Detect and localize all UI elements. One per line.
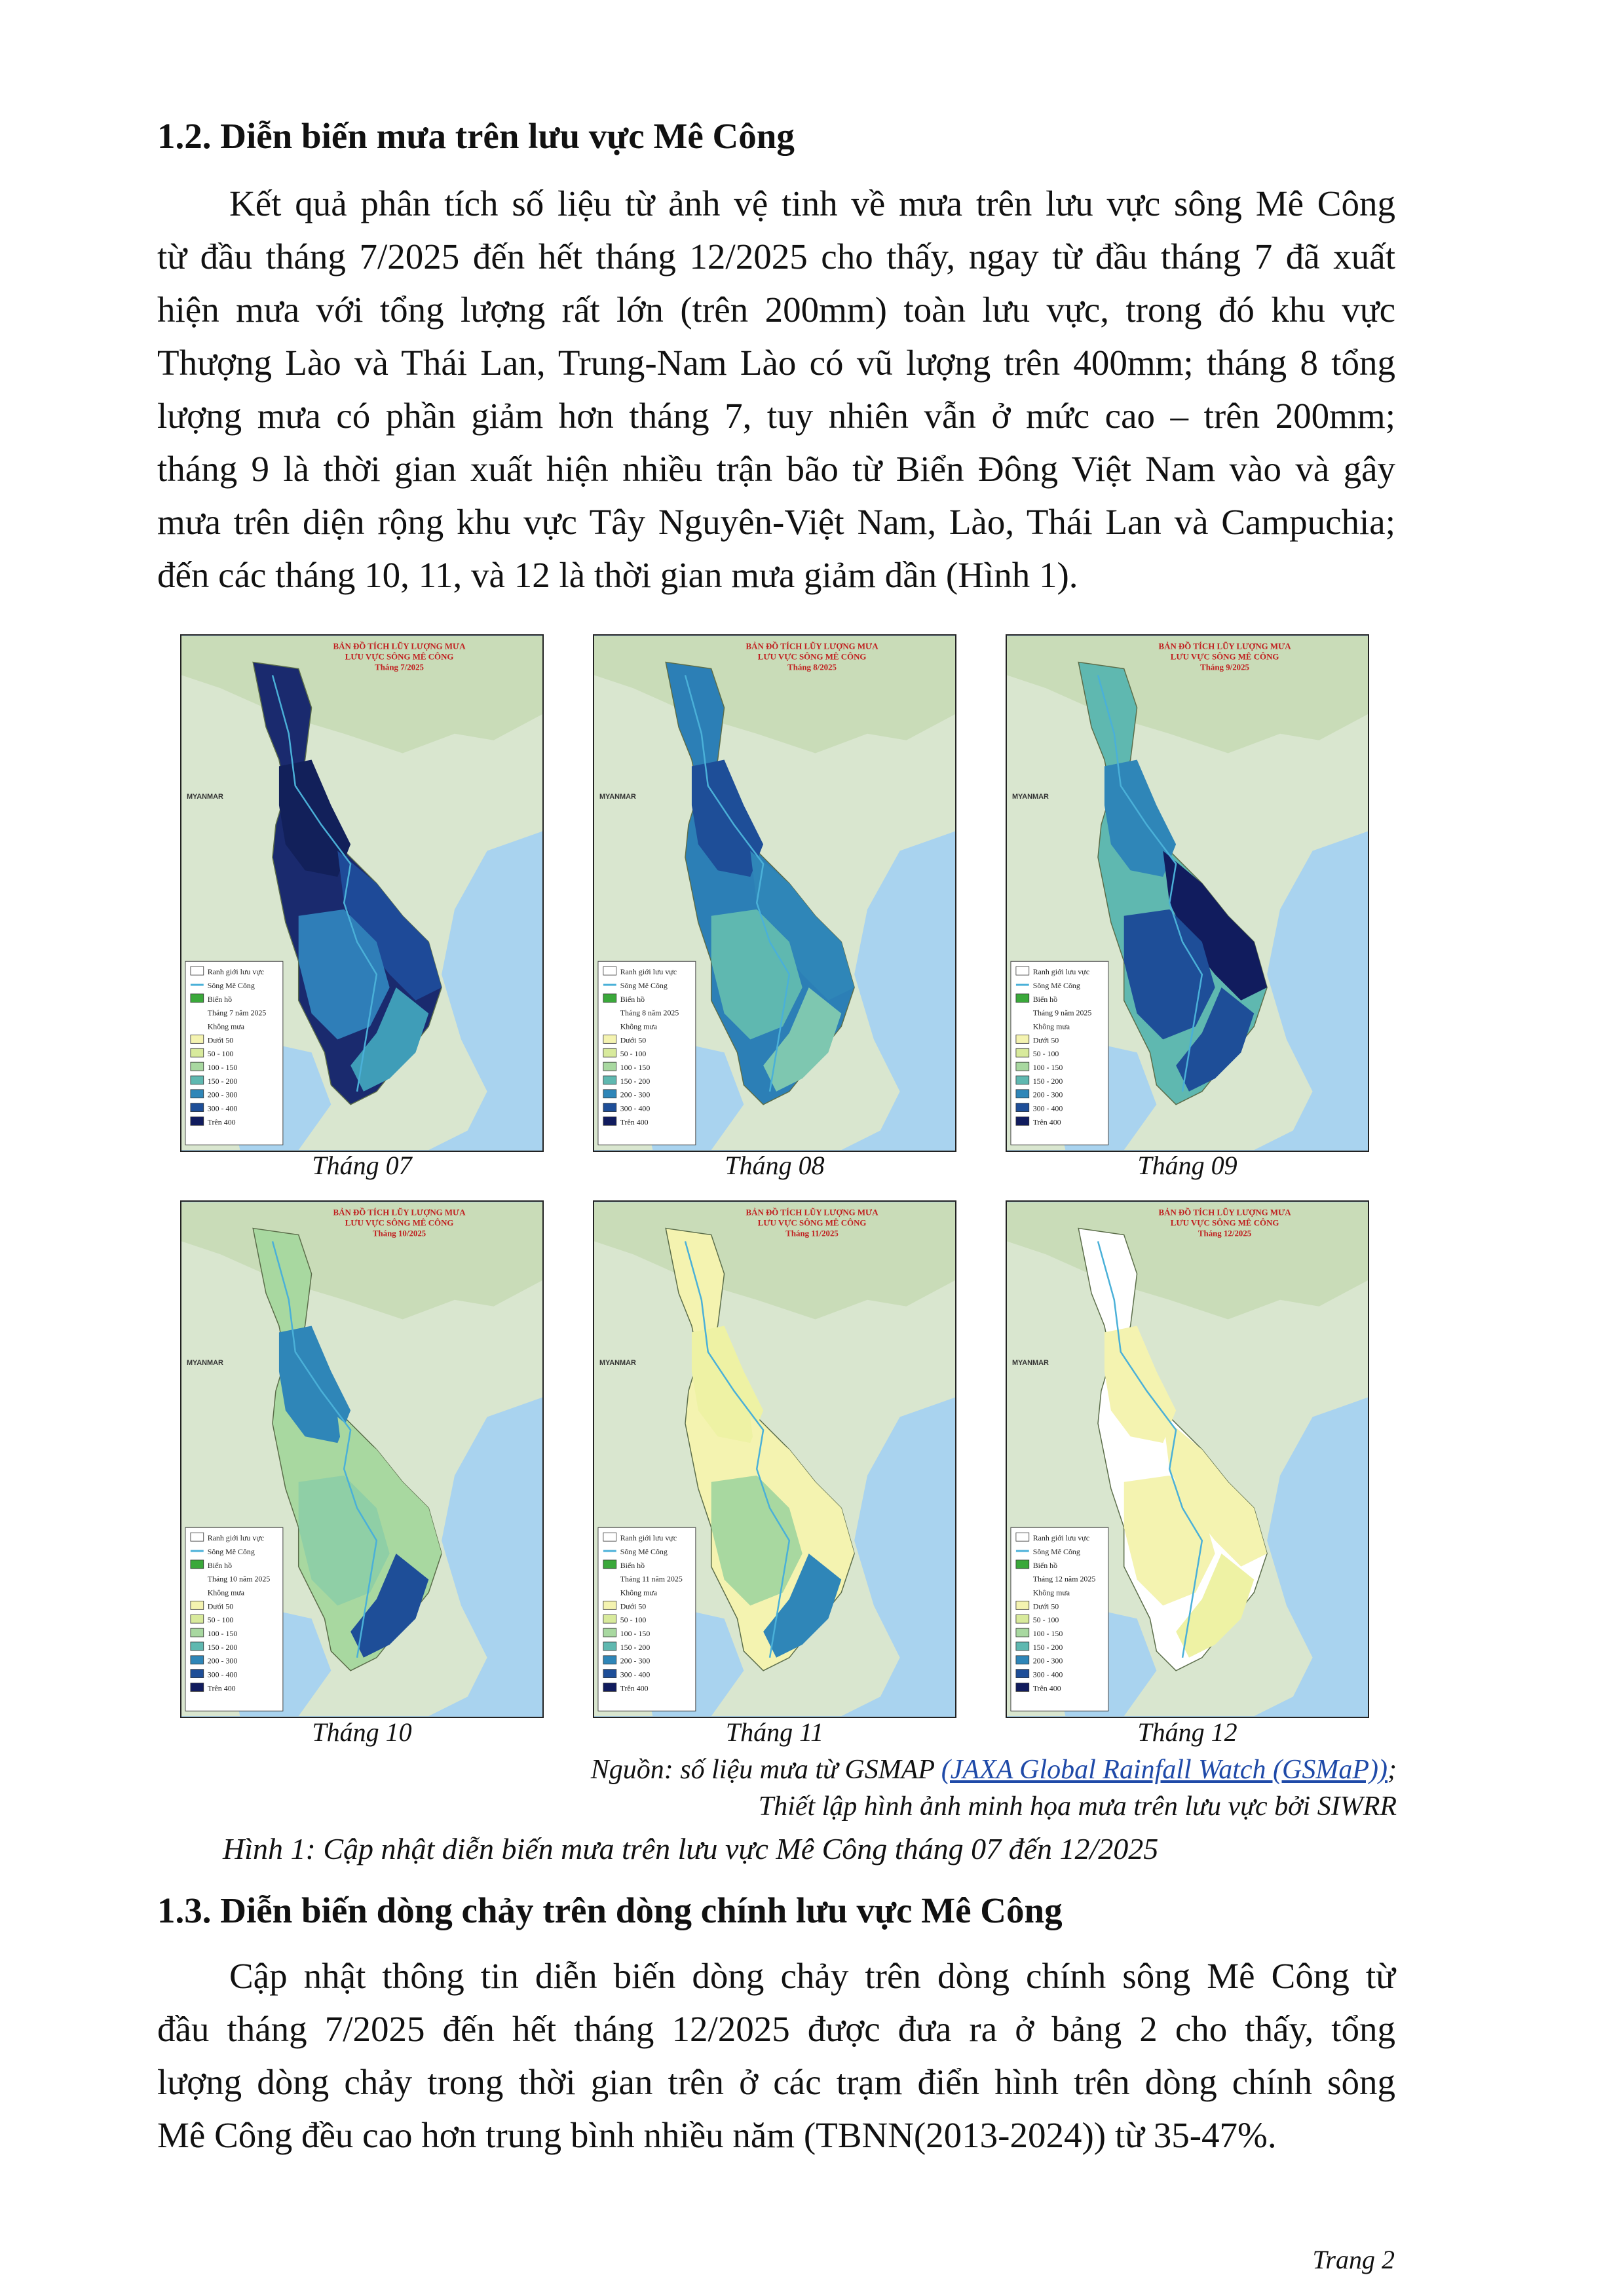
map-title-line-1: BẢN ĐỒ TÍCH LŨY LƯỢNG MƯA [746,641,878,651]
figure-source-line-2: Thiết lập hình ảnh minh họa mưa trên lưu vực bởi SIWRR [758,1791,1397,1822]
legend-label: Ranh giới lưu vực [207,1533,265,1543]
legend-label: Trên 400 [620,1117,649,1127]
legend-label: 50 - 100 [620,1049,647,1059]
rainfall-map [593,634,956,1152]
paragraph-line: hiện mưa với tổng lượng rất lớn (trên 200mm) toàn lưu vực, trong đó khu vực [157,290,1395,330]
legend-label: Sông Mê Công [620,1546,668,1556]
gsmap-link[interactable]: (JAXA Global Rainfall Watch (GSMaP)) [941,1755,1388,1785]
legend-label: Ranh giới lưu vực [1032,1533,1090,1543]
country-label: MYANMAR [186,1359,223,1367]
legend-label: 200 - 300 [1032,1656,1063,1666]
map-title-line-2: LƯU VỰC SÔNG MÊ CÔNG [1170,1218,1279,1228]
paragraph-line: Mê Công đều cao hơn trung bình nhiều năm (TBNN(2013-2024)) từ 35-47%. [157,2115,1277,2155]
legend-label: Biển hồ [207,994,233,1004]
figure-source-line-1 [591,1754,1397,1786]
legend-label: 150 - 200 [1032,1076,1063,1086]
paragraph-line: mưa trên diện rộng khu vực Tây Nguyên-Việt Nam, Lào, Thái Lan và Campuchia; [157,502,1395,542]
paragraph-line: đầu tháng 7/2025 đến hết tháng 12/2025 được đưa ra ở bảng 2 cho thấy, tổng [157,2009,1395,2049]
map-title-line-1: BẢN ĐỒ TÍCH LŨY LƯỢNG MƯA [746,1208,878,1217]
legend-label: 300 - 400 [620,1670,651,1679]
map-title-month: Tháng 10/2025 [372,1229,426,1238]
legend-label: Biển hồ [1032,1560,1058,1570]
map-title-line-2: LƯU VỰC SÔNG MÊ CÔNG [345,1218,454,1228]
legend-label: Dưới 50 [207,1601,234,1611]
legend-label: 50 - 100 [1032,1049,1059,1059]
legend-label: 300 - 400 [207,1670,238,1679]
map-title-line-2: LƯU VỰC SÔNG MÊ CÔNG [757,1218,867,1228]
legend-label: Trên 400 [1032,1683,1061,1693]
paragraph-line: lượng dòng chảy trong thời gian trên ở các trạm điển hình trên dòng chính sông [157,2062,1395,2102]
map-title-line-1: BẢN ĐỒ TÍCH LŨY LƯỢNG MƯA [1158,1208,1291,1217]
legend-label: Trên 400 [207,1683,236,1693]
legend-label: Dưới 50 [207,1035,234,1045]
legend-label: 100 - 150 [1032,1063,1063,1073]
page-number: Trang 2 [1312,2245,1395,2274]
rainfall-map [1006,1200,1369,1718]
map-title-line-2: LƯU VỰC SÔNG MÊ CÔNG [757,652,867,662]
rainfall-map [593,1200,956,1718]
legend-label: Trên 400 [1032,1117,1061,1127]
legend-label: 200 - 300 [620,1656,651,1666]
legend-label: Biển hồ [207,1560,233,1570]
legend-label: Sông Mê Công [1032,980,1080,990]
legend-label: Không mưa [207,1022,245,1031]
legend-label: 150 - 200 [207,1642,238,1652]
legend-label: Trên 400 [620,1683,649,1693]
legend-label: Dưới 50 [1032,1601,1059,1611]
map-title-line-2: LƯU VỰC SÔNG MÊ CÔNG [1170,652,1279,662]
legend-label: 50 - 100 [207,1615,234,1625]
map-title-month: Tháng 12/2025 [1198,1229,1252,1238]
legend-label: 50 - 100 [620,1615,647,1625]
map-title-month: Tháng 7/2025 [375,662,425,672]
rainfall-map [1006,634,1369,1152]
map-caption: Tháng 09 [1137,1151,1237,1180]
map-caption: Tháng 07 [312,1151,412,1180]
rainfall-map [180,1200,544,1718]
paragraph-line: Thượng Lào và Thái Lan, Trung-Nam Lào có vũ lượng trên 400mm; tháng 8 tổng [157,343,1395,383]
legend-label: 300 - 400 [620,1103,651,1113]
legend-label: Dưới 50 [620,1601,647,1611]
legend-label: Sông Mê Công [1032,1546,1080,1556]
paragraph-line: tháng 9 là thời gian xuất hiện nhiều trận bão từ Biển Đông Việt Nam vào và gây [157,449,1395,489]
legend-label: Ranh giới lưu vực [207,967,265,977]
legend-label: 100 - 150 [207,1063,238,1073]
country-label: MYANMAR [1011,793,1049,801]
legend-label: 150 - 200 [620,1076,651,1086]
legend-label: Biển hồ [620,994,645,1004]
map-title-line-2: LƯU VỰC SÔNG MÊ CÔNG [345,652,454,662]
section-1-2-paragraph [157,177,1395,602]
legend-label: 100 - 150 [620,1063,651,1073]
legend-label: Biển hồ [1032,994,1058,1004]
legend-label: Không mưa [620,1022,658,1031]
legend-label: Sông Mê Công [207,980,255,990]
legend-label: Tháng 10 năm 2025 [207,1574,271,1584]
legend-label: Tháng 8 năm 2025 [620,1008,679,1018]
map-title-month: Tháng 11/2025 [785,1229,839,1238]
legend-label: 100 - 150 [207,1629,238,1639]
map-title-month: Tháng 8/2025 [787,662,837,672]
legend-label: 50 - 100 [1032,1615,1059,1625]
legend-label: 200 - 300 [207,1090,238,1099]
country-label: MYANMAR [1011,1359,1049,1367]
legend-label: Ranh giới lưu vực [1032,967,1090,977]
paragraph-line: đến các tháng 10, 11, và 12 là thời gian mưa giảm dần (Hình 1). [157,555,1078,595]
legend-label: 50 - 100 [207,1049,234,1059]
legend-label: 100 - 150 [1032,1629,1063,1639]
section-1-2-heading: 1.2. Diễn biến mưa trên lưu vực Mê Công [157,116,795,156]
legend-label: Tháng 12 năm 2025 [1032,1574,1096,1584]
map-caption: Tháng 08 [725,1151,825,1180]
paragraph-line: lượng mưa có phần giảm hơn tháng 7, tuy nhiên vẫn ở mức cao – trên 200mm; [157,396,1395,436]
legend-label: Sông Mê Công [207,1546,255,1556]
country-label: MYANMAR [186,793,223,801]
map-title-line-1: BẢN ĐỒ TÍCH LŨY LƯỢNG MƯA [333,1208,466,1217]
rainfall-map [180,634,544,1152]
legend-label: Sông Mê Công [620,980,668,990]
map-caption: Tháng 10 [312,1717,412,1747]
legend-label: 150 - 200 [207,1076,238,1086]
legend-label: 300 - 400 [1032,1103,1063,1113]
source-prefix: Nguồn: số liệu mưa từ GSMAP [590,1755,941,1785]
legend-label: 150 - 200 [1032,1642,1063,1652]
paragraph-line: từ đầu tháng 7/2025 đến hết tháng 12/2025 cho thấy, ngay từ đầu tháng 7 đã xuất [157,237,1395,277]
legend-label: Không mưa [1032,1588,1070,1597]
map-caption: Tháng 12 [1137,1717,1237,1747]
map-caption: Tháng 11 [725,1717,824,1747]
legend-label: 200 - 300 [620,1090,651,1099]
legend-label: Tháng 9 năm 2025 [1032,1008,1092,1018]
source-suffix: ; [1388,1755,1397,1785]
legend-label: Tháng 7 năm 2025 [207,1008,267,1018]
section-1-3-paragraph [157,1949,1395,2162]
legend-label: 150 - 200 [620,1642,651,1652]
country-label: MYANMAR [599,1359,636,1367]
paragraph-line: Cập nhật thông tin diễn biến dòng chảy trên dòng chính sông Mê Công từ [229,1956,1395,1996]
map-title-month: Tháng 9/2025 [1200,662,1250,672]
legend-label: 100 - 150 [620,1629,651,1639]
legend-label: Trên 400 [207,1117,236,1127]
legend-label: Không mưa [1032,1022,1070,1031]
legend-label: 200 - 300 [207,1656,238,1666]
legend-label: Biển hồ [620,1560,645,1570]
map-title-line-1: BẢN ĐỒ TÍCH LŨY LƯỢNG MƯA [333,641,466,651]
legend-label: Ranh giới lưu vực [620,967,677,977]
legend-label: Dưới 50 [1032,1035,1059,1045]
legend-label: Không mưa [207,1588,245,1597]
legend-label: Dưới 50 [620,1035,647,1045]
legend-label: Không mưa [620,1588,658,1597]
legend-label: 300 - 400 [1032,1670,1063,1679]
figure-caption: Hình 1: Cập nhật diễn biến mưa trên lưu vực Mê Công tháng 07 đến 12/2025 [223,1832,1159,1865]
legend-label: Ranh giới lưu vực [620,1533,677,1543]
map-title-line-1: BẢN ĐỒ TÍCH LŨY LƯỢNG MƯA [1158,641,1291,651]
legend-label: 200 - 300 [1032,1090,1063,1099]
legend-label: 300 - 400 [207,1103,238,1113]
legend-label: Tháng 11 năm 2025 [620,1574,683,1584]
paragraph-line: Kết quả phân tích số liệu từ ảnh vệ tinh về mưa trên lưu vực sông Mê Công [229,183,1395,223]
section-1-3-heading: 1.3. Diễn biến dòng chảy trên dòng chính lưu vực Mê Công [157,1890,1063,1930]
country-label: MYANMAR [599,793,636,801]
